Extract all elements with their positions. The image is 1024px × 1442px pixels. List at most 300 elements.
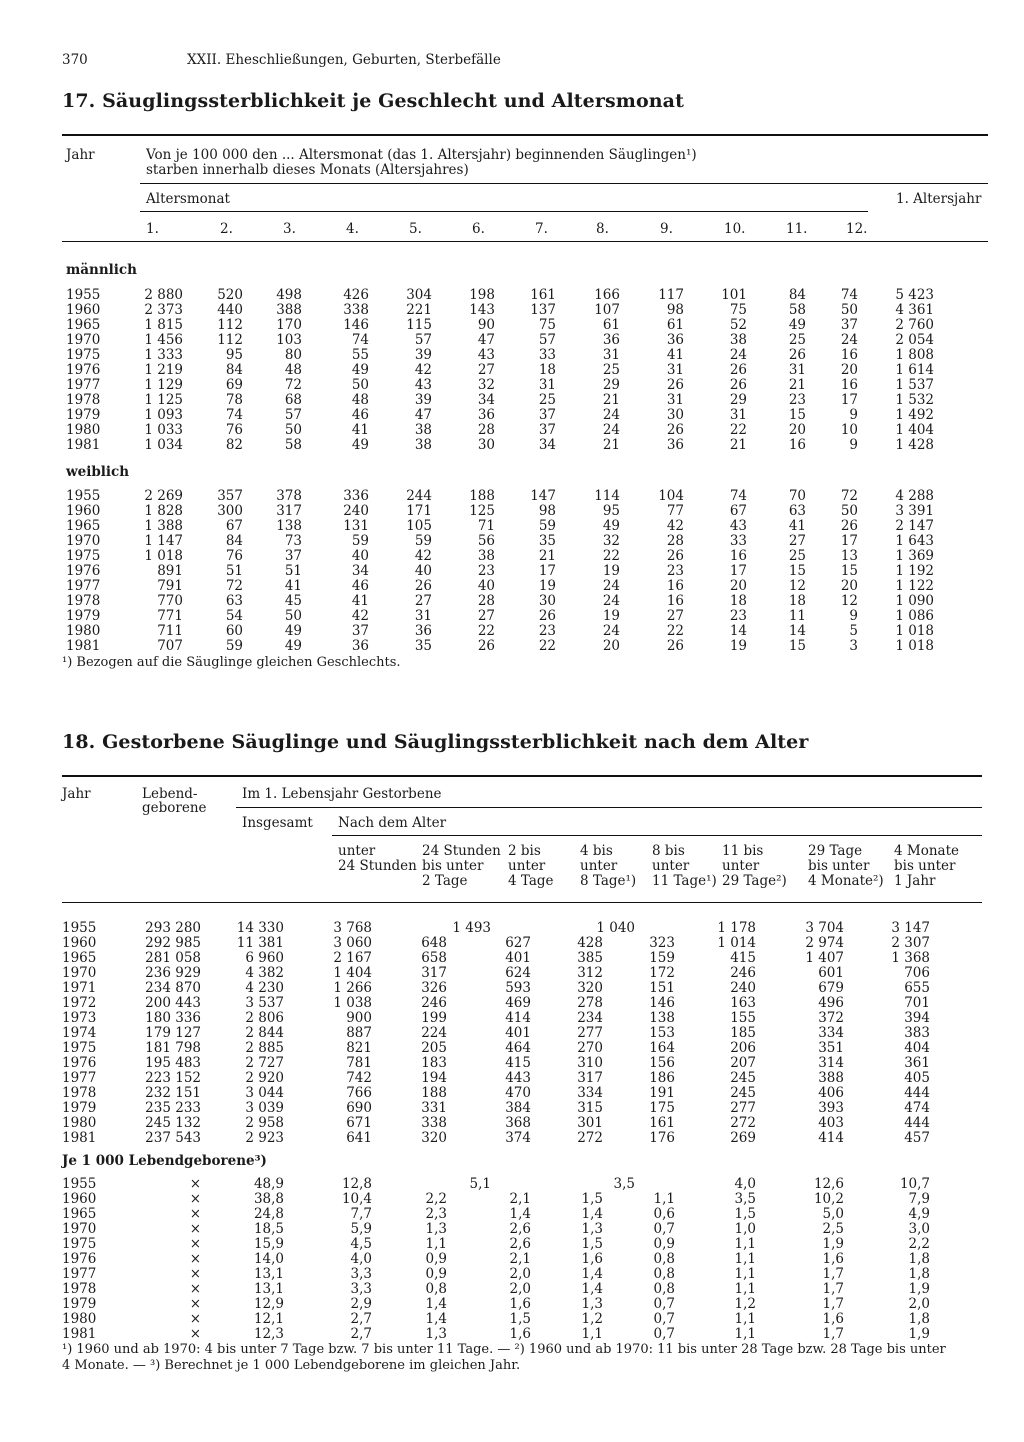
table17-female-label: weiblich (66, 464, 130, 480)
t17-female-cell: 1 369 (895, 548, 934, 564)
t17-female-cell: 40 (414, 563, 432, 579)
t17-female-cell: 357 (217, 488, 243, 504)
table18-age-headers (0, 844, 1024, 890)
t17-male-cell: 50 (284, 422, 302, 438)
t17-male-row (0, 332, 1024, 347)
t17-male-cell: 1965 (66, 317, 101, 333)
t18-rate-cell: 1,3 (581, 1296, 603, 1312)
t17-male-cell: 43 (414, 377, 432, 393)
t18-rate-cell: 1,1 (425, 1236, 447, 1252)
t18-abs-cell: 601 (818, 965, 844, 981)
t18-abs-cell: 6 960 (245, 950, 284, 966)
t17-male-cell: 112 (217, 332, 243, 348)
t18-rate-cell: 1,1 (581, 1326, 603, 1342)
running-head: XXII. Eheschließungen, Geburten, Sterbefälle (187, 52, 501, 68)
t18-abs-cell: 194 (421, 1070, 447, 1086)
t17-male-cell: 1978 (66, 392, 101, 408)
t17-male-cell: 1976 (66, 362, 101, 378)
t18-rate-cell: 1,1 (734, 1236, 756, 1252)
age-column-header: 11 bis (722, 843, 764, 859)
table18-footnote-1: ¹) 1960 und ab 1970: 4 bis unter 7 Tage bzw. 7 bis unter 11 Tage. — ²) 1960 und ab 1970: 11 bis unter 28 Tage bzw. 28 Tage bis unter (62, 1342, 946, 1357)
t18-abs-cell: 236 929 (145, 965, 201, 981)
t17-female-cell: 34 (351, 563, 369, 579)
t18-abs-cell: 781 (346, 1055, 372, 1071)
t18-rate-cell: 1,9 (822, 1236, 844, 1252)
t18-rate-cell: 13,1 (253, 1266, 284, 1282)
t18-rate-cell: 1,1 (734, 1326, 756, 1342)
t18-abs-cell: 245 (730, 1070, 756, 1086)
t17-male-row (0, 362, 1024, 377)
t17-female-cell: 711 (157, 623, 183, 639)
t17-male-cell: 58 (788, 302, 806, 318)
t17-female-cell: 14 (788, 623, 806, 639)
t18-abs-cell: 496 (818, 995, 844, 1011)
t18-rate-cell: × (189, 1296, 201, 1312)
t17-male-cell: 1970 (66, 332, 101, 348)
t18-rate-row (0, 1236, 1024, 1251)
t17-male-cell: 304 (406, 287, 432, 303)
t18-abs-cell: 334 (577, 1085, 603, 1101)
t18-abs-cell: 361 (904, 1055, 930, 1071)
t17-male-cell: 26 (666, 377, 684, 393)
age-column-header: unter (338, 843, 376, 859)
t18-abs-row (0, 950, 1024, 965)
t17-female-cell: 791 (157, 578, 183, 594)
t18-abs-cell: 156 (649, 1055, 675, 1071)
t18-abs-cell: 1975 (62, 1040, 97, 1056)
t18-abs-row (0, 1070, 1024, 1085)
t17-female-cell: 27 (414, 593, 432, 609)
t17-female-cell: 51 (284, 563, 302, 579)
t18-abs-cell: 205 (421, 1040, 447, 1056)
t17-female-cell: 1975 (66, 548, 101, 564)
t17-male-row (0, 437, 1024, 452)
t17-female-cell: 26 (840, 518, 858, 534)
t18-abs-cell: 155 (730, 1010, 756, 1026)
t17-male-cell: 1 034 (144, 437, 183, 453)
t18-abs-row (0, 1010, 1024, 1025)
t18-abs-cell: 457 (904, 1130, 930, 1146)
table18-insgesamt: Insgesamt (242, 815, 313, 831)
t18-abs-cell: 312 (577, 965, 603, 981)
t17-male-cell: 107 (594, 302, 620, 318)
t18-rate-cell: 2,5 (822, 1221, 844, 1237)
t17-female-cell: 23 (666, 563, 684, 579)
t17-female-cell: 72 (840, 488, 858, 504)
t18-abs-cell: 1971 (62, 980, 97, 996)
t17-male-cell: 498 (276, 287, 302, 303)
t18-rate-cell: 0,7 (653, 1296, 675, 1312)
t17-female-cell: 36 (414, 623, 432, 639)
t17-female-cell: 43 (729, 518, 747, 534)
t17-male-cell: 47 (414, 407, 432, 423)
t17-female-cell: 22 (602, 548, 620, 564)
table18-im1-rule (236, 807, 982, 808)
t18-abs-cell: 277 (730, 1100, 756, 1116)
t18-abs-cell: 671 (346, 1115, 372, 1131)
t17-female-cell: 42 (414, 548, 432, 564)
t17-male-cell: 41 (351, 422, 369, 438)
t17-female-cell: 30 (538, 593, 556, 609)
t17-female-cell: 12 (788, 578, 806, 594)
t18-rate-cell: × (189, 1176, 201, 1192)
t18-abs-cell: 3 704 (805, 920, 844, 936)
t18-abs-cell: 4 382 (245, 965, 284, 981)
t17-male-cell: 1 129 (144, 377, 183, 393)
t17-female-cell: 1 086 (895, 608, 934, 624)
t18-rate-cell: 0,7 (653, 1221, 675, 1237)
t17-female-cell: 4 288 (895, 488, 934, 504)
t18-abs-row (0, 1100, 1024, 1115)
t17-male-cell: 29 (602, 377, 620, 393)
table18-footnote-2: 4 Monate. — ³) Berechnet je 1 000 Lebendgeborene im gleichen Jahr. (62, 1358, 521, 1373)
t17-male-cell: 75 (729, 302, 747, 318)
t18-rate-cell: 1980 (62, 1311, 97, 1327)
t17-female-row (0, 608, 1024, 623)
t17-female-cell: 317 (276, 503, 302, 519)
t17-male-cell: 98 (666, 302, 684, 318)
t17-male-cell: 166 (594, 287, 620, 303)
t17-male-cell: 1977 (66, 377, 101, 393)
t18-abs-cell: 14 330 (236, 920, 284, 936)
t18-rate-row (0, 1251, 1024, 1266)
t17-male-cell: 2 373 (144, 302, 183, 318)
t17-male-cell: 24 (840, 332, 858, 348)
t18-abs-cell: 404 (904, 1040, 930, 1056)
t17-male-cell: 49 (788, 317, 806, 333)
t18-abs-cell: 245 132 (145, 1115, 201, 1131)
t18-abs-cell: 234 870 (145, 980, 201, 996)
t18-abs-cell: 2 885 (245, 1040, 284, 1056)
t17-male-cell: 10 (840, 422, 858, 438)
t18-rate-cell: 1,1 (734, 1281, 756, 1297)
t17-male-cell: 58 (284, 437, 302, 453)
table18-body-rule (62, 902, 982, 903)
t18-abs-row (0, 965, 1024, 980)
t17-female-cell: 84 (225, 533, 243, 549)
t18-rate-cell: 2,2 (425, 1191, 447, 1207)
t17-female-cell: 74 (729, 488, 747, 504)
t17-female-cell: 770 (157, 593, 183, 609)
t18-rate-row (0, 1266, 1024, 1281)
t17-female-cell: 147 (530, 488, 556, 504)
t18-rate-cell: 1,2 (581, 1311, 603, 1327)
t18-abs-row (0, 920, 1024, 935)
t17-female-cell: 244 (406, 488, 432, 504)
t17-male-cell: 47 (477, 332, 495, 348)
t17-female-cell: 73 (284, 533, 302, 549)
t18-abs-cell: 146 (649, 995, 675, 1011)
t17-female-cell: 18 (788, 593, 806, 609)
t17-female-cell: 13 (840, 548, 858, 564)
t17-female-cell: 891 (157, 563, 183, 579)
t18-rate-cell: 1,4 (581, 1206, 603, 1222)
t18-rate-cell: 1,5 (581, 1236, 603, 1252)
t18-abs-cell: 277 (577, 1025, 603, 1041)
t17-female-cell: 12 (840, 593, 858, 609)
t18-rate-cell: 2,0 (509, 1266, 531, 1282)
t18-rate-cell: 1,6 (509, 1326, 531, 1342)
table18-title: 18. Gestorbene Säuglinge und Säuglingssterblichkeit nach dem Alter (62, 731, 809, 753)
t17-female-cell: 37 (351, 623, 369, 639)
t18-abs-cell: 138 (649, 1010, 675, 1026)
month-header: 1. (146, 221, 159, 237)
t18-rate-cell: 3,3 (350, 1281, 372, 1297)
t18-abs-cell: 176 (649, 1130, 675, 1146)
table17-month-rule (140, 211, 868, 212)
t17-female-cell: 19 (729, 638, 747, 654)
t18-rate-row (0, 1191, 1024, 1206)
t17-female-cell: 240 (343, 503, 369, 519)
t17-male-cell: 37 (840, 317, 858, 333)
t17-female-cell: 27 (666, 608, 684, 624)
table18-rate-rows (0, 1176, 1024, 1341)
t18-abs-cell: 200 443 (145, 995, 201, 1011)
t17-male-cell: 1 532 (895, 392, 934, 408)
t17-male-row (0, 377, 1024, 392)
t17-male-cell: 34 (538, 437, 556, 453)
t17-female-cell: 49 (602, 518, 620, 534)
t18-abs-cell: 2 958 (245, 1115, 284, 1131)
t17-male-cell: 31 (666, 362, 684, 378)
t18-abs-cell: 1960 (62, 935, 97, 951)
t18-abs-cell: 1979 (62, 1100, 97, 1116)
t17-female-cell: 20 (602, 638, 620, 654)
t18-rate-row (0, 1206, 1024, 1221)
t18-abs-cell: 1976 (62, 1055, 97, 1071)
t17-male-cell: 68 (284, 392, 302, 408)
t17-male-cell: 101 (721, 287, 747, 303)
t18-abs-cell: 179 127 (145, 1025, 201, 1041)
t17-male-cell: 72 (284, 377, 302, 393)
t18-abs-cell: 2 923 (245, 1130, 284, 1146)
t17-male-cell: 74 (225, 407, 243, 423)
t18-rate-cell: 0,6 (653, 1206, 675, 1222)
t18-abs-cell: 151 (649, 980, 675, 996)
t17-female-cell: 42 (666, 518, 684, 534)
t17-male-cell: 1 808 (895, 347, 934, 363)
t17-female-cell: 378 (276, 488, 302, 504)
t17-female-cell: 37 (284, 548, 302, 564)
t18-rate-cell: 7,9 (908, 1191, 930, 1207)
t18-abs-row (0, 1025, 1024, 1040)
t18-abs-cell: 272 (577, 1130, 603, 1146)
t18-abs-cell: 2 806 (245, 1010, 284, 1026)
t18-abs-cell: 415 (505, 1055, 531, 1071)
t17-male-cell: 9 (849, 407, 858, 423)
t17-male-cell: 1 125 (144, 392, 183, 408)
t18-abs-cell: 161 (649, 1115, 675, 1131)
table17-month-header-row (0, 221, 1024, 236)
t18-rate-cell: 2,0 (908, 1296, 930, 1312)
t17-female-cell: 16 (666, 578, 684, 594)
t17-female-cell: 131 (343, 518, 369, 534)
t17-female-cell: 171 (406, 503, 432, 519)
t18-rate-cell: 1960 (62, 1191, 97, 1207)
t18-abs-row (0, 1085, 1024, 1100)
t17-male-cell: 24 (729, 347, 747, 363)
t17-male-cell: 9 (849, 437, 858, 453)
t18-rate-cell: × (189, 1266, 201, 1282)
t18-abs-cell: 627 (505, 935, 531, 951)
t17-female-cell: 22 (666, 623, 684, 639)
t17-male-cell: 30 (666, 407, 684, 423)
t18-rate-cell: 0,8 (653, 1251, 675, 1267)
t17-male-cell: 31 (729, 407, 747, 423)
t18-abs-cell: 470 (505, 1085, 531, 1101)
t18-abs-cell: 351 (818, 1040, 844, 1056)
t18-abs-cell: 4 230 (245, 980, 284, 996)
t17-female-cell: 5 (849, 623, 858, 639)
t18-rate-cell: 1,7 (822, 1266, 844, 1282)
t17-female-cell: 33 (729, 533, 747, 549)
age-column-header: 4 bis (580, 843, 613, 859)
t18-abs-cell: 401 (505, 1025, 531, 1041)
t18-abs-cell: 186 (649, 1070, 675, 1086)
t18-abs-cell: 403 (818, 1115, 844, 1131)
t17-male-cell: 18 (538, 362, 556, 378)
t17-male-cell: 42 (414, 362, 432, 378)
t18-rate-cell: 0,9 (425, 1266, 447, 1282)
table17-col-jahr: Jahr (66, 147, 95, 163)
t17-female-cell: 1 018 (895, 623, 934, 639)
t18-abs-cell: 206 (730, 1040, 756, 1056)
t18-rate-cell: 1,1 (734, 1251, 756, 1267)
t18-rate-cell: 24,8 (253, 1206, 284, 1222)
table18-im1: Im 1. Lebensjahr Gestorbene (242, 786, 442, 802)
t17-male-cell: 17 (840, 392, 858, 408)
t18-rate-cell: 1,4 (581, 1266, 603, 1282)
table17-top-rule (62, 134, 988, 136)
t18-abs-cell: 2 307 (891, 935, 930, 951)
t17-female-cell: 15 (840, 563, 858, 579)
t17-male-cell: 95 (225, 347, 243, 363)
t18-abs-cell: 317 (421, 965, 447, 981)
t18-rate-cell: 5,0 (822, 1206, 844, 1222)
t17-female-cell: 59 (351, 533, 369, 549)
age-column-header: 8 Tage¹) (580, 873, 637, 889)
t17-male-cell: 21 (729, 437, 747, 453)
table18-top-rule (62, 775, 982, 777)
t17-male-cell: 80 (284, 347, 302, 363)
t18-rate-cell: 2,1 (509, 1191, 531, 1207)
t17-male-cell: 22 (729, 422, 747, 438)
t18-rate-cell: 4,0 (350, 1251, 372, 1267)
t18-abs-cell: 593 (505, 980, 531, 996)
t18-rate-cell: 1,7 (822, 1326, 844, 1342)
age-column-header: unter (508, 858, 546, 874)
t17-female-cell: 28 (477, 593, 495, 609)
t17-male-cell: 33 (538, 347, 556, 363)
t17-male-cell: 1975 (66, 347, 101, 363)
t18-rate-cell: 0,8 (653, 1281, 675, 1297)
t17-female-cell: 24 (602, 623, 620, 639)
t18-rate-cell: 1,7 (822, 1296, 844, 1312)
t18-abs-cell: 474 (904, 1100, 930, 1116)
t18-rate-cell: 2,9 (350, 1296, 372, 1312)
t17-female-cell: 15 (788, 563, 806, 579)
t18-rate-cell: 10,7 (899, 1176, 930, 1192)
t17-female-cell: 72 (225, 578, 243, 594)
t17-female-cell: 51 (225, 563, 243, 579)
t18-rate-cell: 1,1 (653, 1191, 675, 1207)
t17-male-cell: 39 (414, 392, 432, 408)
t18-rate-cell: 18,5 (253, 1221, 284, 1237)
t17-male-cell: 21 (788, 377, 806, 393)
t18-abs-cell: 334 (818, 1025, 844, 1041)
t18-abs-cell: 385 (577, 950, 603, 966)
t18-abs-cell: 406 (818, 1085, 844, 1101)
t18-abs-cell: 444 (904, 1085, 930, 1101)
t17-male-row (0, 422, 1024, 437)
month-header: 4. (346, 221, 359, 237)
t17-male-cell: 78 (225, 392, 243, 408)
t17-male-cell: 32 (477, 377, 495, 393)
t18-abs-cell: 2 844 (245, 1025, 284, 1041)
t18-rate-cell: × (189, 1326, 201, 1342)
t18-rate-row (0, 1281, 1024, 1296)
t17-female-cell: 114 (594, 488, 620, 504)
table17-body-rule (62, 241, 988, 242)
t17-male-cell: 117 (658, 287, 684, 303)
t18-rate-cell: 1,1 (734, 1311, 756, 1327)
t18-rate-cell: 10,4 (341, 1191, 372, 1207)
t18-abs-cell: 701 (904, 995, 930, 1011)
t17-male-cell: 50 (840, 302, 858, 318)
t18-rate-cell: 48,9 (253, 1176, 284, 1192)
t17-female-cell: 1 018 (144, 548, 183, 564)
page-number: 370 (62, 52, 88, 68)
t17-female-cell: 23 (729, 608, 747, 624)
t18-rate-row (0, 1176, 1024, 1191)
t17-male-cell: 520 (217, 287, 243, 303)
t17-male-cell: 198 (469, 287, 495, 303)
t18-rate-cell: 12,8 (341, 1176, 372, 1192)
t18-abs-cell: 388 (818, 1070, 844, 1086)
t18-rate-cell: 10,2 (813, 1191, 844, 1207)
t17-male-cell: 1 815 (144, 317, 183, 333)
t18-abs-cell: 175 (649, 1100, 675, 1116)
t17-female-cell: 40 (351, 548, 369, 564)
t18-rate-cell: 1965 (62, 1206, 97, 1222)
t17-female-cell: 1960 (66, 503, 101, 519)
t17-male-cell: 36 (666, 332, 684, 348)
t18-abs-cell: 240 (730, 980, 756, 996)
t17-male-cell: 82 (225, 437, 243, 453)
t18-rate-row (0, 1311, 1024, 1326)
t17-female-cell: 59 (225, 638, 243, 654)
t18-abs-cell: 195 483 (145, 1055, 201, 1071)
t17-male-cell: 21 (602, 392, 620, 408)
t17-male-cell: 388 (276, 302, 302, 318)
t17-male-cell: 46 (351, 407, 369, 423)
t18-rate-cell: 4,0 (734, 1176, 756, 1192)
t18-rate-cell: 1,4 (425, 1296, 447, 1312)
t18-abs-cell: 315 (577, 1100, 603, 1116)
t18-abs-row (0, 1040, 1024, 1055)
t17-male-cell: 1 428 (895, 437, 934, 453)
t17-female-cell: 54 (225, 608, 243, 624)
t17-female-cell: 56 (477, 533, 495, 549)
t17-male-cell: 61 (666, 317, 684, 333)
t17-male-cell: 1981 (66, 437, 101, 453)
t18-abs-cell: 323 (649, 935, 675, 951)
t18-abs-cell: 405 (904, 1070, 930, 1086)
t17-female-cell: 59 (538, 518, 556, 534)
t17-male-cell: 48 (351, 392, 369, 408)
t18-rate-cell: 14,0 (253, 1251, 284, 1267)
t18-abs-cell: 172 (649, 965, 675, 981)
